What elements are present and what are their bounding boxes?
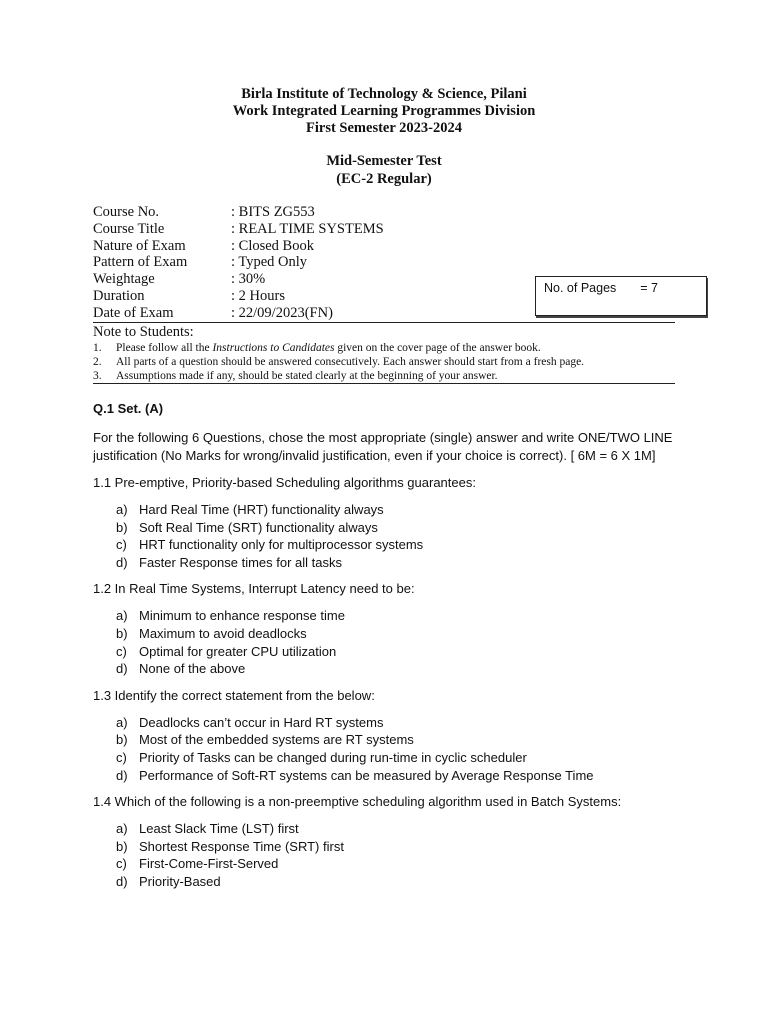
option-letter: c) <box>116 749 127 765</box>
options-1-3 <box>93 714 693 784</box>
option-letter: d) <box>116 873 128 889</box>
option-text: Soft Real Time (SRT) functionality always <box>139 519 378 535</box>
option-text: Optimal for greater CPU utilization <box>139 643 337 659</box>
option-text: HRT functionality only for multiprocessor systems <box>139 537 424 553</box>
info-value: : BITS ZG553 <box>231 204 315 220</box>
option-text: Most of the embedded systems are RT systems <box>139 732 414 748</box>
instructions-line: For the following 6 Questions, chose the most appropriate (single) answer and write ONE/TWO LINE <box>93 430 673 445</box>
option-text: Maximum to avoid deadlocks <box>139 625 307 641</box>
option-item <box>93 625 693 643</box>
question-1-3: 1.3 Identify the correct statement from the below: <box>93 687 375 703</box>
note-text-emphasis: Instructions to Candidates <box>212 342 335 354</box>
option-text: Deadlocks can’t occur in Hard RT systems <box>139 714 384 730</box>
set-title: Q.1 Set. (A) <box>93 401 164 416</box>
question-1-1: 1.1 Pre-emptive, Priority-based Scheduling algorithms guarantees: <box>93 475 476 490</box>
option-item <box>93 873 693 891</box>
option-text: Hard Real Time (HRT) functionality always <box>139 502 384 517</box>
info-label: Course Title <box>93 220 165 237</box>
instructions-line: justification (No Marks for wrong/invalid justification, even if your choice is correct). [ 6M = 6 X 1M] <box>93 448 656 463</box>
info-value: : 22/09/2023(FN) <box>231 304 333 321</box>
options-1-4 <box>93 820 693 890</box>
option-letter: c) <box>116 856 127 872</box>
option-text: Least Slack Time (LST) first <box>139 821 299 837</box>
instructions-paragraph <box>93 429 693 465</box>
option-item <box>93 536 693 554</box>
option-text: Performance of Soft-RT systems can be measured by Average Response Time <box>139 767 594 783</box>
option-item <box>93 714 693 732</box>
note-item <box>93 341 683 355</box>
info-label: Date of Exam <box>93 304 174 321</box>
option-letter: c) <box>116 537 127 553</box>
option-item <box>93 643 693 661</box>
option-letter: a) <box>116 821 128 837</box>
info-label: Weightage <box>93 271 155 288</box>
pages-count-box <box>535 276 707 316</box>
info-value: : 30% <box>231 271 266 288</box>
question-1-4: 1.4 Which of the following is a non-preemptive scheduling algorithm used in Batch Systems: <box>93 794 622 810</box>
options-1-2 <box>93 607 693 677</box>
option-letter: c) <box>116 643 127 659</box>
option-letter: d) <box>116 554 128 570</box>
info-label: Nature of Exam <box>93 237 186 254</box>
info-label: Duration <box>93 287 145 304</box>
option-text: Priority-Based <box>139 873 221 889</box>
pages-label: No. of Pages <box>544 281 617 295</box>
note-text: Assumptions made if any, should be stated clearly at the beginning of your answer. <box>116 370 498 382</box>
option-letter: b) <box>116 838 128 854</box>
division-name: Work Integrated Learning Programmes Division <box>232 103 536 119</box>
info-label: Course No. <box>93 204 160 220</box>
note-item <box>93 369 683 383</box>
test-subtitle: (EC-2 Regular) <box>336 170 432 187</box>
note-number: 3. <box>93 370 102 382</box>
note-item <box>93 355 683 369</box>
note-number: 2. <box>93 356 102 368</box>
option-letter: a) <box>116 714 128 730</box>
option-item <box>93 855 693 873</box>
question-1-2: 1.2 In Real Time Systems, Interrupt Latency need to be: <box>93 581 415 597</box>
info-value: : Typed Only <box>231 254 308 271</box>
option-text: Shortest Response Time (SRT) first <box>139 838 344 854</box>
options-1-1 <box>93 501 693 571</box>
option-text: None of the above <box>139 661 246 677</box>
note-text-pre: Please follow all the <box>116 342 213 354</box>
divider-top <box>93 322 675 323</box>
note-text: All parts of a question should be answered consecutively. Each answer should start from a fresh page. <box>116 356 585 368</box>
option-letter: a) <box>116 608 128 624</box>
option-item <box>93 731 693 749</box>
notes-section <box>93 324 683 383</box>
info-value: : REAL TIME SYSTEMS <box>231 220 384 237</box>
option-text: Faster Response times for all tasks <box>139 554 343 570</box>
option-item <box>93 767 693 785</box>
test-title: Mid-Semester Test <box>326 153 442 169</box>
option-item <box>93 660 693 678</box>
institute-header <box>0 86 768 137</box>
question-section <box>93 400 693 891</box>
option-text: Minimum to enhance response time <box>139 608 345 624</box>
option-letter: a) <box>116 502 128 517</box>
note-number: 1. <box>93 342 102 354</box>
notes-title: Note to Students: <box>93 324 194 340</box>
info-value: : Closed Book <box>231 237 314 254</box>
institute-name: Birla Institute of Technology & Science, Pilani <box>241 86 527 102</box>
option-text: Priority of Tasks can be changed during run-time in cyclic scheduler <box>139 749 527 765</box>
pages-value: = 7 <box>640 281 658 295</box>
divider-bottom <box>93 383 675 384</box>
option-item <box>93 519 693 537</box>
info-value: : 2 Hours <box>231 287 285 304</box>
test-title-block <box>0 153 768 188</box>
option-item <box>93 607 693 625</box>
option-item <box>93 554 693 572</box>
option-letter: d) <box>116 661 128 677</box>
note-text-post: given on the cover page of the answer book. <box>334 342 541 354</box>
option-letter: b) <box>116 625 128 641</box>
option-letter: b) <box>116 732 128 748</box>
option-item <box>93 749 693 767</box>
option-item <box>93 820 693 838</box>
option-letter: b) <box>116 519 128 535</box>
info-label: Pattern of Exam <box>93 254 188 271</box>
option-text: First-Come-First-Served <box>139 856 279 872</box>
semester-name: First Semester 2023-2024 <box>306 120 462 136</box>
option-letter: d) <box>116 767 128 783</box>
option-item <box>93 838 693 856</box>
option-item <box>93 501 693 519</box>
